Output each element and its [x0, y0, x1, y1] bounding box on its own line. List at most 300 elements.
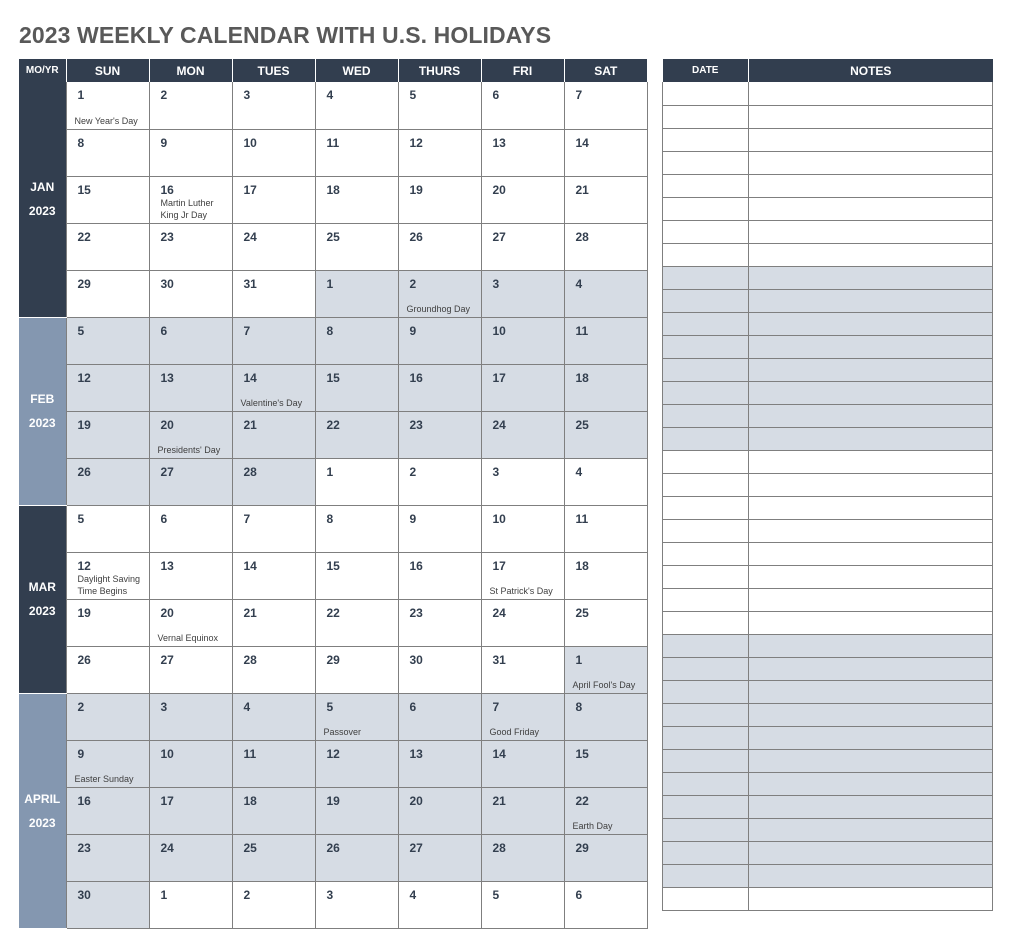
notes-cell[interactable]	[749, 703, 993, 726]
day-cell[interactable]	[149, 458, 232, 505]
date-cell[interactable]	[663, 404, 749, 427]
day-cell[interactable]	[315, 881, 398, 928]
day-cell[interactable]	[481, 82, 564, 129]
notes-cell[interactable]	[749, 657, 993, 680]
notes-cell[interactable]	[749, 128, 993, 151]
day-cell[interactable]	[66, 176, 149, 223]
day-number: 2	[409, 464, 417, 479]
notes-cell[interactable]	[749, 174, 993, 197]
day-cell[interactable]	[66, 693, 149, 740]
week-row	[19, 646, 647, 693]
notes-cell[interactable]	[749, 749, 993, 772]
date-cell[interactable]	[663, 841, 749, 864]
day-cell[interactable]	[564, 411, 647, 458]
day-number: 3	[160, 699, 168, 714]
day-cell[interactable]	[149, 129, 232, 176]
notes-cell[interactable]	[749, 841, 993, 864]
day-number: 22	[326, 605, 340, 620]
day-number: 2	[77, 699, 85, 714]
week-row	[19, 129, 647, 176]
day-number: 23	[409, 417, 423, 432]
day-number: 26	[77, 652, 91, 667]
day-number: 19	[77, 417, 91, 432]
date-cell[interactable]	[663, 772, 749, 795]
day-cell[interactable]	[398, 176, 481, 223]
day-cell[interactable]	[398, 458, 481, 505]
day-cell[interactable]	[315, 364, 398, 411]
day-cell[interactable]	[481, 270, 564, 317]
notes-cell[interactable]	[749, 220, 993, 243]
day-number: 25	[326, 229, 340, 244]
month-year: 2023	[28, 416, 56, 430]
day-cell[interactable]	[564, 270, 647, 317]
date-cell[interactable]	[663, 565, 749, 588]
date-cell[interactable]	[663, 726, 749, 749]
day-cell[interactable]	[66, 646, 149, 693]
day-number: 3	[492, 464, 500, 479]
date-cell[interactable]	[663, 519, 749, 542]
date-cell[interactable]	[663, 818, 749, 841]
day-number: 31	[243, 276, 257, 291]
date-cell[interactable]	[663, 335, 749, 358]
day-cell[interactable]	[398, 129, 481, 176]
day-cell[interactable]	[398, 411, 481, 458]
date-cell[interactable]	[663, 105, 749, 128]
day-cell[interactable]	[398, 82, 481, 129]
day-number: 21	[243, 605, 257, 620]
day-number: 23	[409, 605, 423, 620]
day-cell[interactable]	[564, 693, 647, 740]
day-number: 26	[326, 840, 340, 855]
day-number: 13	[160, 370, 174, 385]
day-cell[interactable]	[66, 740, 149, 787]
day-header-thurs: THURS	[398, 59, 481, 82]
notes-row	[663, 450, 993, 473]
day-cell[interactable]	[315, 270, 398, 317]
holiday-label: Easter Sunday	[74, 773, 134, 784]
day-cell[interactable]	[149, 881, 232, 928]
day-cell[interactable]	[232, 834, 315, 881]
day-cell[interactable]	[66, 552, 149, 599]
day-cell[interactable]	[564, 223, 647, 270]
day-number: 11	[326, 135, 340, 150]
date-cell[interactable]	[663, 473, 749, 496]
day-number: 5	[326, 699, 334, 714]
day-cell[interactable]	[149, 176, 232, 223]
day-number: 12	[326, 746, 340, 761]
day-cell[interactable]	[398, 646, 481, 693]
day-number: 6	[575, 887, 583, 902]
day-number: 24	[492, 605, 506, 620]
day-cell[interactable]	[149, 599, 232, 646]
day-number: 9	[409, 323, 417, 338]
day-cell[interactable]	[315, 223, 398, 270]
notes-cell[interactable]	[749, 565, 993, 588]
day-number: 6	[409, 699, 417, 714]
day-number: 25	[575, 605, 589, 620]
notes-cell[interactable]	[749, 772, 993, 795]
day-number: 25	[575, 417, 589, 432]
day-cell[interactable]	[149, 834, 232, 881]
day-cell[interactable]	[232, 552, 315, 599]
day-number: 17	[492, 370, 506, 385]
notes-row	[663, 772, 993, 795]
date-cell[interactable]	[663, 496, 749, 519]
day-cell[interactable]	[66, 317, 149, 364]
day-number: 12	[77, 558, 91, 573]
day-cell[interactable]	[315, 129, 398, 176]
day-cell[interactable]	[481, 599, 564, 646]
notes-row	[663, 611, 993, 634]
moyr-header: MO/YR	[19, 59, 66, 82]
day-cell[interactable]	[315, 599, 398, 646]
day-cell[interactable]	[66, 599, 149, 646]
day-number: 14	[492, 746, 506, 761]
day-cell[interactable]	[232, 458, 315, 505]
month-year: 2023	[28, 815, 56, 830]
date-cell[interactable]	[663, 450, 749, 473]
day-number: 15	[575, 746, 589, 761]
day-cell[interactable]	[315, 458, 398, 505]
day-cell[interactable]	[481, 693, 564, 740]
day-cell[interactable]	[149, 693, 232, 740]
day-cell[interactable]	[564, 552, 647, 599]
day-number: 6	[492, 88, 500, 102]
day-cell[interactable]	[315, 740, 398, 787]
day-number: 1	[77, 88, 85, 102]
day-number: 7	[575, 88, 583, 102]
week-row	[19, 176, 647, 223]
day-cell[interactable]	[232, 82, 315, 129]
day-header-tues: TUES	[232, 59, 315, 82]
notes-cell[interactable]	[749, 197, 993, 220]
notes-cell[interactable]	[749, 358, 993, 381]
notes-cell[interactable]	[749, 496, 993, 519]
date-column-header: DATE	[663, 59, 749, 82]
notes-cell[interactable]	[749, 82, 993, 105]
day-cell[interactable]	[398, 364, 481, 411]
day-cell[interactable]	[398, 317, 481, 364]
day-cell[interactable]	[564, 82, 647, 129]
notes-cell[interactable]	[749, 519, 993, 542]
day-cell[interactable]	[66, 364, 149, 411]
notes-row	[663, 542, 993, 565]
day-cell[interactable]	[315, 82, 398, 129]
date-cell[interactable]	[663, 634, 749, 657]
day-number: 9	[77, 746, 85, 761]
day-cell[interactable]	[232, 881, 315, 928]
day-number: 16	[409, 370, 423, 385]
page-title: 2023 WEEKLY CALENDAR WITH U.S. HOLIDAYS	[19, 22, 552, 48]
day-cell[interactable]	[66, 223, 149, 270]
day-number: 22	[326, 417, 340, 432]
notes-cell[interactable]	[749, 289, 993, 312]
notes-row	[663, 220, 993, 243]
day-cell[interactable]	[315, 176, 398, 223]
day-number: 16	[160, 182, 174, 197]
date-cell[interactable]	[663, 542, 749, 565]
day-number: 13	[409, 746, 423, 761]
week-row	[19, 787, 647, 834]
day-cell[interactable]	[481, 129, 564, 176]
day-number: 7	[243, 323, 251, 338]
date-cell[interactable]	[663, 358, 749, 381]
day-cell[interactable]	[232, 176, 315, 223]
day-cell[interactable]	[398, 740, 481, 787]
day-cell[interactable]	[564, 176, 647, 223]
date-cell[interactable]	[663, 312, 749, 335]
notes-cell[interactable]	[749, 542, 993, 565]
day-cell[interactable]	[149, 364, 232, 411]
week-row	[19, 270, 647, 317]
notes-row	[663, 818, 993, 841]
day-cell[interactable]	[66, 458, 149, 505]
day-number: 30	[160, 276, 174, 291]
day-cell[interactable]	[232, 317, 315, 364]
date-cell[interactable]	[663, 151, 749, 174]
day-cell[interactable]	[315, 787, 398, 834]
day-cell[interactable]	[315, 646, 398, 693]
day-cell[interactable]	[149, 270, 232, 317]
week-row	[19, 552, 647, 599]
notes-row	[663, 174, 993, 197]
notes-row	[663, 243, 993, 266]
day-cell[interactable]	[232, 411, 315, 458]
day-cell[interactable]	[66, 82, 149, 129]
notes-cell[interactable]	[749, 243, 993, 266]
notes-cell[interactable]	[749, 611, 993, 634]
date-cell[interactable]	[663, 427, 749, 450]
day-cell[interactable]	[398, 599, 481, 646]
day-number: 2	[409, 276, 417, 291]
notes-cell[interactable]	[749, 151, 993, 174]
notes-cell[interactable]	[749, 795, 993, 818]
day-number: 1	[575, 652, 583, 667]
date-cell[interactable]	[663, 864, 749, 887]
day-cell[interactable]	[232, 129, 315, 176]
day-cell[interactable]	[149, 740, 232, 787]
day-cell[interactable]	[66, 505, 149, 552]
day-number: 14	[575, 135, 589, 150]
day-cell[interactable]	[66, 411, 149, 458]
day-number: 27	[160, 464, 174, 479]
day-header-sun: SUN	[66, 59, 149, 82]
day-cell[interactable]	[564, 881, 647, 928]
notes-row	[663, 703, 993, 726]
day-number: 5	[492, 887, 500, 902]
notes-cell[interactable]	[749, 634, 993, 657]
day-cell[interactable]	[398, 834, 481, 881]
day-cell[interactable]	[564, 364, 647, 411]
day-header-wed: WED	[315, 59, 398, 82]
month-label-mar	[19, 505, 66, 693]
day-cell[interactable]	[481, 176, 564, 223]
day-cell[interactable]	[481, 317, 564, 364]
notes-cell[interactable]	[749, 680, 993, 703]
notes-cell[interactable]	[749, 105, 993, 128]
notes-cell[interactable]	[749, 266, 993, 289]
month-label-jan	[19, 82, 66, 317]
day-number: 17	[492, 558, 506, 573]
day-cell[interactable]	[149, 82, 232, 129]
day-cell[interactable]	[398, 787, 481, 834]
date-cell[interactable]	[663, 657, 749, 680]
day-cell[interactable]	[564, 646, 647, 693]
day-header-sat: SAT	[564, 59, 647, 82]
notes-row	[663, 519, 993, 542]
notes-cell[interactable]	[749, 588, 993, 611]
day-cell[interactable]	[149, 411, 232, 458]
date-cell[interactable]	[663, 703, 749, 726]
day-cell[interactable]	[398, 693, 481, 740]
day-cell[interactable]	[149, 646, 232, 693]
date-cell[interactable]	[663, 381, 749, 404]
notes-row	[663, 496, 993, 519]
month-label-april	[19, 693, 66, 928]
day-number: 24	[492, 417, 506, 432]
day-cell[interactable]	[232, 693, 315, 740]
day-cell[interactable]	[232, 787, 315, 834]
day-cell[interactable]	[481, 881, 564, 928]
notes-cell[interactable]	[749, 427, 993, 450]
notes-cell[interactable]	[749, 864, 993, 887]
day-number: 26	[77, 464, 91, 479]
date-cell[interactable]	[663, 289, 749, 312]
day-cell[interactable]	[232, 505, 315, 552]
notes-cell[interactable]	[749, 473, 993, 496]
day-cell[interactable]	[564, 129, 647, 176]
day-cell[interactable]	[315, 505, 398, 552]
day-number: 1	[160, 887, 168, 902]
notes-cell[interactable]	[749, 335, 993, 358]
day-cell[interactable]	[315, 834, 398, 881]
notes-cell[interactable]	[749, 381, 993, 404]
day-number: 19	[77, 605, 91, 620]
notes-row	[663, 358, 993, 381]
day-number: 21	[243, 417, 257, 432]
date-cell[interactable]	[663, 197, 749, 220]
day-cell[interactable]	[398, 552, 481, 599]
day-cell[interactable]	[564, 740, 647, 787]
day-cell[interactable]	[481, 505, 564, 552]
day-cell[interactable]	[232, 740, 315, 787]
day-cell[interactable]	[315, 693, 398, 740]
date-cell[interactable]	[663, 266, 749, 289]
day-cell[interactable]	[232, 646, 315, 693]
date-cell[interactable]	[663, 680, 749, 703]
holiday-label: Earth Day	[572, 820, 613, 831]
date-cell[interactable]	[663, 749, 749, 772]
day-cell[interactable]	[315, 411, 398, 458]
day-cell[interactable]	[398, 881, 481, 928]
day-cell[interactable]	[66, 881, 149, 928]
day-cell[interactable]	[481, 364, 564, 411]
notes-cell[interactable]	[749, 818, 993, 841]
day-cell[interactable]	[66, 129, 149, 176]
date-cell[interactable]	[663, 174, 749, 197]
notes-cell[interactable]	[749, 726, 993, 749]
day-cell[interactable]	[149, 317, 232, 364]
day-cell[interactable]	[66, 834, 149, 881]
notes-cell[interactable]	[749, 404, 993, 427]
day-cell[interactable]	[564, 505, 647, 552]
day-cell[interactable]	[398, 505, 481, 552]
notes-row	[663, 404, 993, 427]
day-cell[interactable]	[398, 223, 481, 270]
day-cell[interactable]	[232, 599, 315, 646]
day-cell[interactable]	[481, 787, 564, 834]
day-cell[interactable]	[398, 270, 481, 317]
day-number: 20	[160, 605, 174, 620]
day-cell[interactable]	[481, 740, 564, 787]
day-number: 29	[326, 652, 340, 667]
day-cell[interactable]	[481, 411, 564, 458]
day-number: 15	[326, 370, 340, 385]
day-number: 5	[409, 88, 417, 102]
day-number: 15	[326, 558, 340, 573]
date-cell[interactable]	[663, 887, 749, 910]
notes-cell[interactable]	[749, 887, 993, 910]
day-cell[interactable]	[66, 270, 149, 317]
date-cell[interactable]	[663, 82, 749, 105]
holiday-label: Good Friday	[489, 726, 540, 737]
day-cell[interactable]	[66, 787, 149, 834]
day-header-fri: FRI	[481, 59, 564, 82]
day-cell[interactable]	[149, 787, 232, 834]
day-cell[interactable]	[481, 458, 564, 505]
date-cell[interactable]	[663, 243, 749, 266]
day-cell[interactable]	[232, 223, 315, 270]
day-cell[interactable]	[481, 552, 564, 599]
date-cell[interactable]	[663, 611, 749, 634]
day-number: 24	[243, 229, 257, 244]
day-cell[interactable]	[149, 223, 232, 270]
day-number: 11	[575, 323, 589, 338]
day-cell[interactable]	[564, 458, 647, 505]
notes-cell[interactable]	[749, 312, 993, 335]
notes-cell[interactable]	[749, 450, 993, 473]
day-cell[interactable]	[315, 552, 398, 599]
day-number: 9	[160, 135, 168, 150]
day-number: 3	[492, 276, 500, 291]
notes-header-row	[663, 59, 993, 82]
week-row	[19, 881, 647, 928]
date-cell[interactable]	[663, 795, 749, 818]
day-cell[interactable]	[149, 505, 232, 552]
day-number: 22	[575, 793, 589, 808]
day-cell[interactable]	[232, 270, 315, 317]
day-number: 2	[160, 88, 168, 102]
day-cell[interactable]	[232, 364, 315, 411]
day-cell[interactable]	[149, 552, 232, 599]
day-cell[interactable]	[481, 223, 564, 270]
day-cell[interactable]	[481, 834, 564, 881]
day-cell[interactable]	[481, 646, 564, 693]
notes-row	[663, 312, 993, 335]
date-cell[interactable]	[663, 588, 749, 611]
day-cell[interactable]	[564, 834, 647, 881]
notes-row	[663, 473, 993, 496]
day-cell[interactable]	[315, 317, 398, 364]
day-number: 12	[77, 370, 91, 385]
holiday-label: Valentine's Day	[240, 397, 303, 408]
day-cell[interactable]	[564, 599, 647, 646]
date-cell[interactable]	[663, 128, 749, 151]
day-cell[interactable]	[564, 317, 647, 364]
day-cell[interactable]	[564, 787, 647, 834]
date-cell[interactable]	[663, 220, 749, 243]
day-number: 4	[326, 88, 334, 102]
